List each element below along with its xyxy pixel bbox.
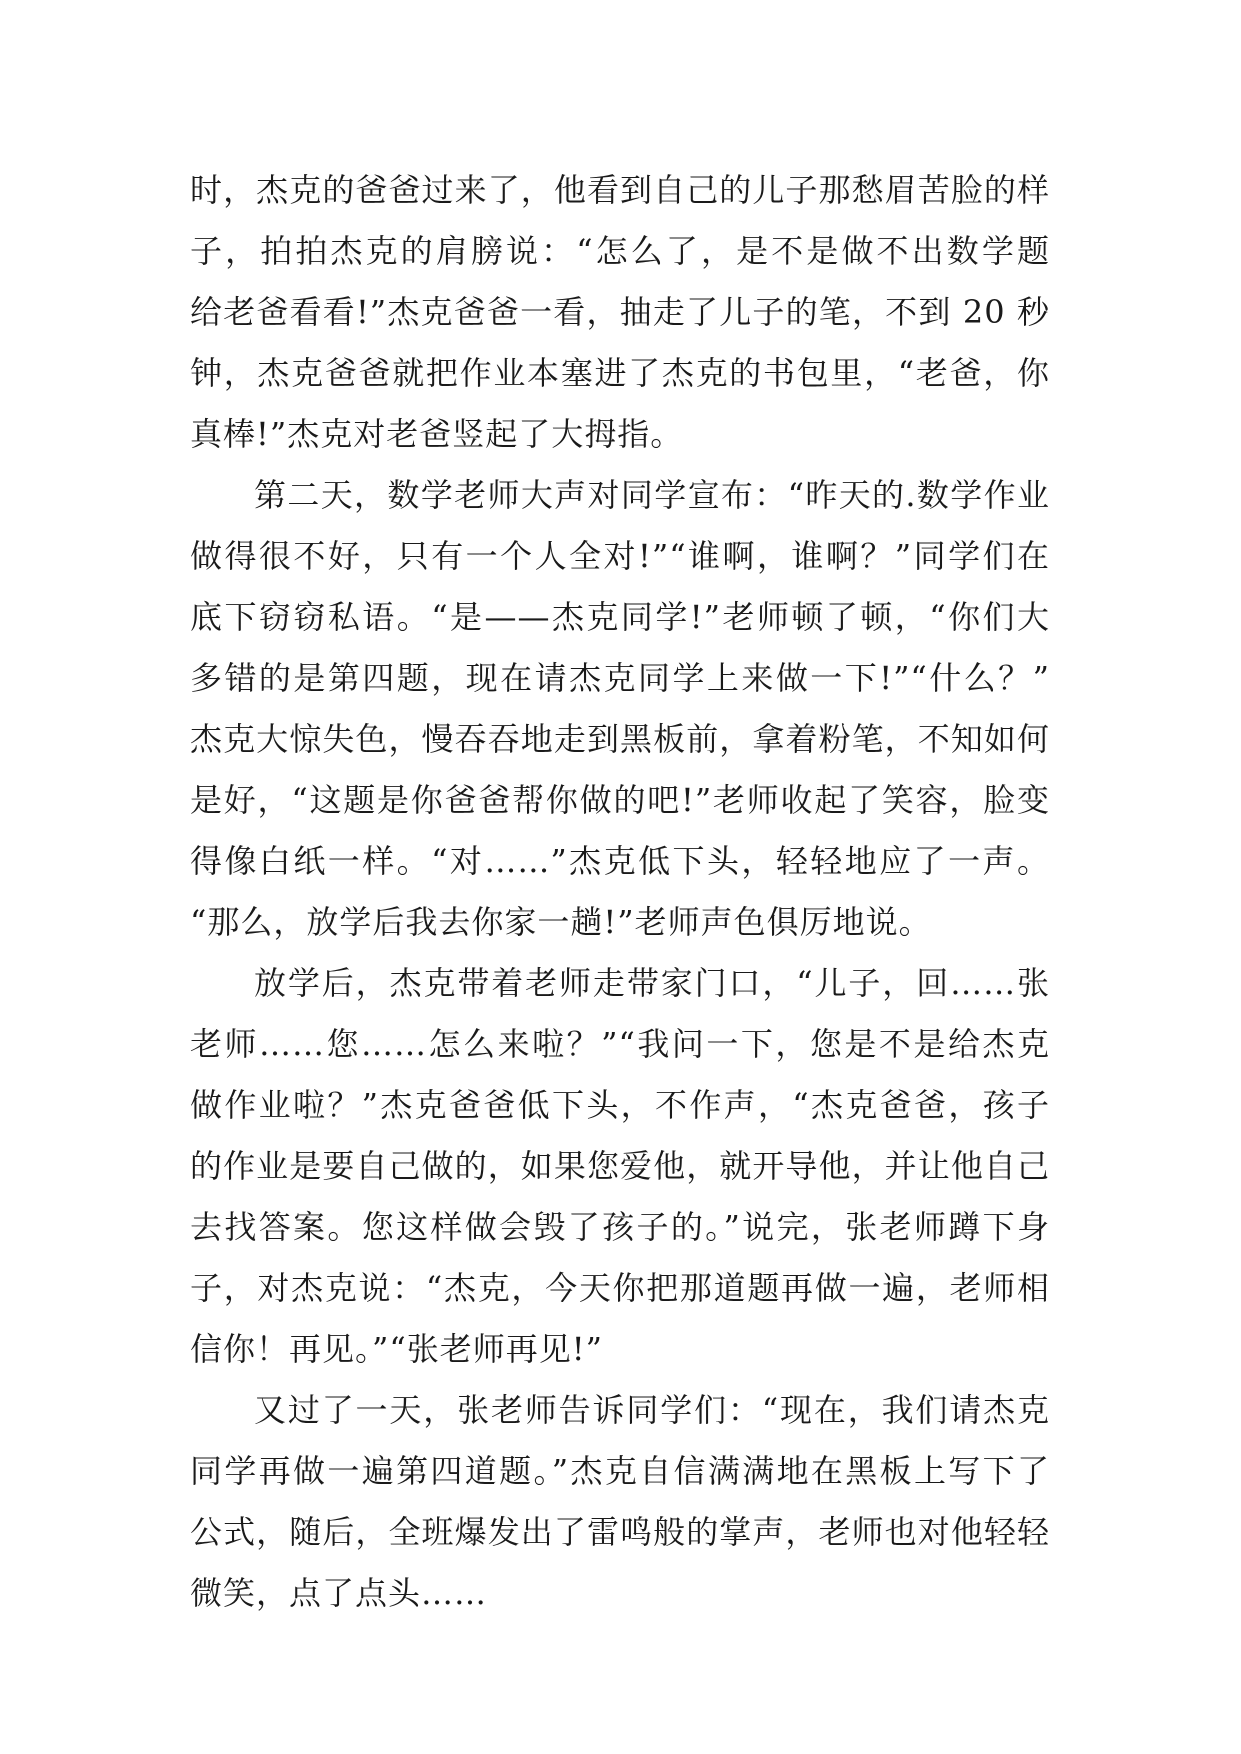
text-line: 的作业是要自己做的，如果您爱他，就开导他，并让他自己	[190, 1147, 1050, 1185]
text-line: 真棒!”杰克对老爸竖起了大拇指。	[190, 415, 684, 453]
text-line: 公式，随后，全班爆发出了雷鸣般的掌声，老师也对他轻轻	[190, 1513, 1050, 1551]
text-line: 是好，“这题是你爸爸帮你做的吧!”老师收起了笑容，脸变	[190, 781, 1050, 819]
text-line: 做作业啦？”杰克爸爸低下头，不作声，“杰克爸爸，孩子	[190, 1086, 1050, 1124]
text-line: 又过了一天，张老师告诉同学们：“现在，我们请杰克	[254, 1391, 1050, 1429]
text-line: 子，对杰克说：“杰克，今天你把那道题再做一遍，老师相	[190, 1269, 1050, 1307]
paragraph	[190, 465, 1050, 953]
paragraph	[190, 953, 1050, 1380]
text-line: “那么，放学后我去你家一趟!”老师声色俱厉地说。	[190, 903, 932, 941]
paragraph	[190, 160, 1050, 465]
text-line: 钟，杰克爸爸就把作业本塞进了杰克的书包里，“老爸，你	[190, 354, 1050, 392]
text-line: 多错的是第四题，现在请杰克同学上来做一下!”“什么？”	[190, 659, 1050, 697]
paragraph	[190, 1380, 1050, 1624]
text-line: 第二天，数学老师大声对同学宣布：“昨天的.数学作业	[254, 476, 1050, 514]
text-line: 同学再做一遍第四道题。”杰克自信满满地在黑板上写下了	[190, 1452, 1050, 1490]
text-line: 放学后，杰克带着老师走带家门口，“儿子，回……张	[254, 964, 1050, 1002]
text-line: 时，杰克的爸爸过来了，他看到自己的儿子那愁眉苦脸的样	[190, 171, 1050, 209]
text-line: 去找答案。您这样做会毁了孩子的。”说完，张老师蹲下身	[190, 1208, 1050, 1246]
text-line: 杰克大惊失色，慢吞吞地走到黑板前，拿着粉笔，不知如何	[190, 720, 1050, 758]
text-line: 微笑，点了点头……	[190, 1574, 488, 1612]
text-line: 子，拍拍杰克的肩膀说：“怎么了，是不是做不出数学题	[190, 232, 1050, 270]
text-line: 得像白纸一样。“对……”杰克低下头，轻轻地应了一声。	[190, 842, 1050, 880]
text-line: 给老爸看看!”杰克爸爸一看，抽走了儿子的笔，不到 20 秒	[190, 293, 1050, 331]
text-line: 信你！再见。”“张老师再见!”	[190, 1330, 603, 1368]
text-line: 底下窃窃私语。“是——杰克同学!”老师顿了顿，“你们大	[190, 598, 1050, 636]
text-line: 做得很不好，只有一个人全对!”“谁啊，谁啊？”同学们在	[190, 537, 1050, 575]
document-body	[190, 160, 1050, 1624]
text-line: 老师……您……怎么来啦？”“我问一下，您是不是给杰克	[190, 1025, 1050, 1063]
